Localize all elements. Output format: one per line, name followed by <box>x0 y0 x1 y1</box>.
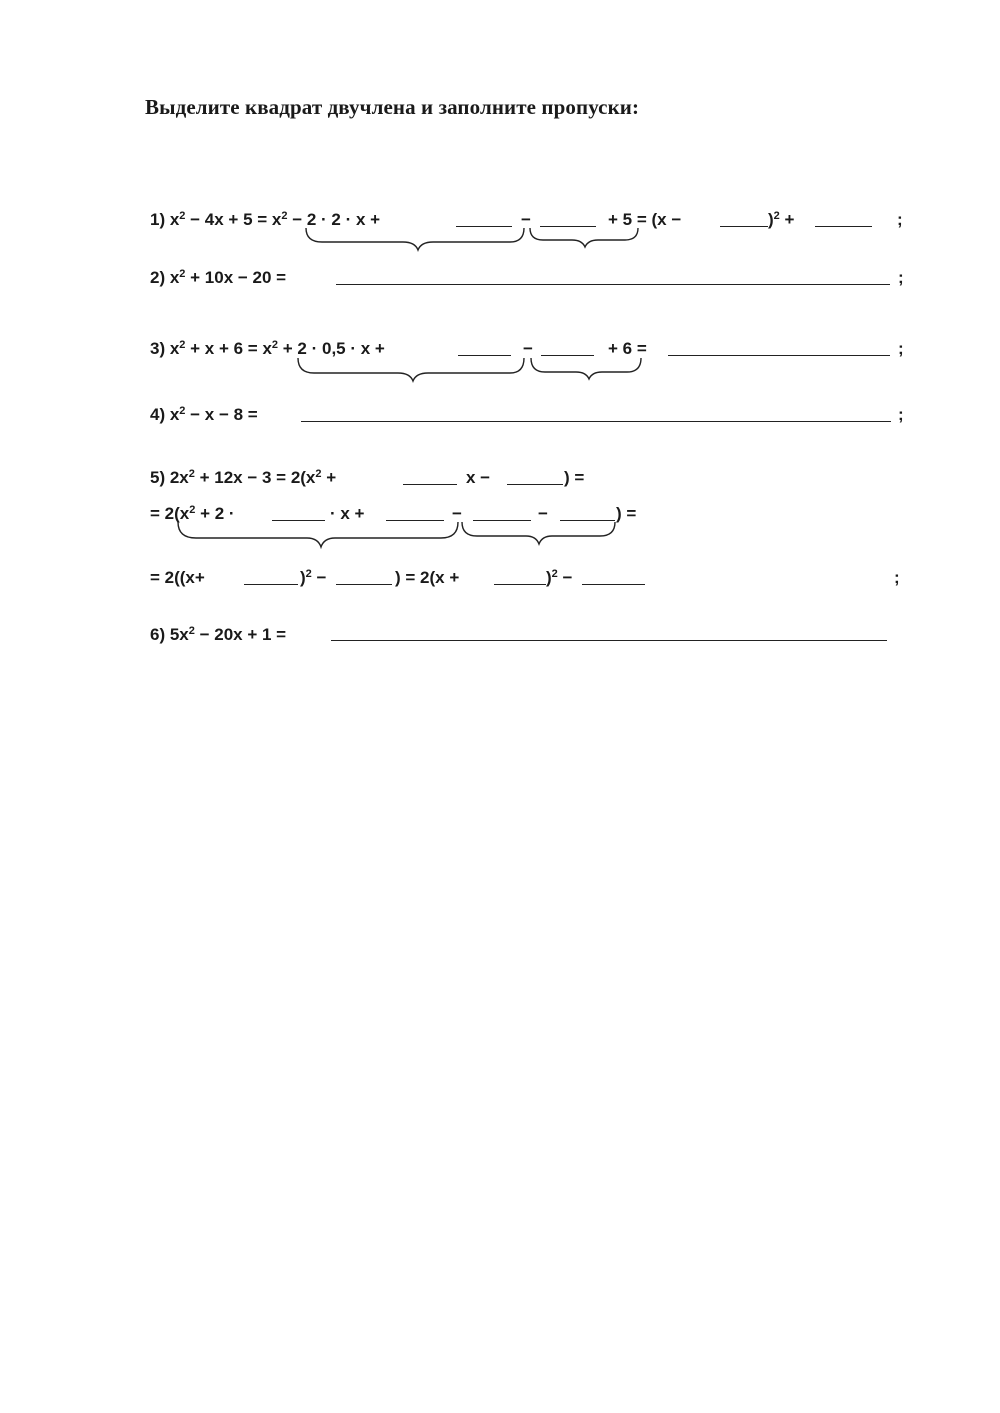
problem-1-lhs: 1) $x^2 - 4x + 5 = x^2 - 2 \cdot 2 \cdot x$ + <box>150 210 381 229</box>
p1-blank-3[interactable] <box>720 226 768 227</box>
problem-5-x-minus: x − <box>466 468 491 487</box>
problem-6-lhs: 6) $5x^2 - 20x + 1$ = <box>150 625 287 644</box>
problem-5-close-1: ) = <box>564 468 585 487</box>
problem-5-line-3-mid: ) = 2(x + <box>395 568 460 587</box>
problem-5-line-2-x: · x + <box>330 504 365 523</box>
problem-5-lhs: 5) $2x^2 + 12x - 3 = 2(x^2$ + <box>150 468 337 487</box>
problem-5-line-3-sq-1: )$^2$ − <box>300 568 327 587</box>
p5-blank-1[interactable] <box>403 484 457 485</box>
p3-blank-1[interactable] <box>458 355 511 356</box>
problem-3-minus: − <box>523 339 533 358</box>
p2-answer-line[interactable] <box>336 284 890 285</box>
problem-1-mid: + 5 = (x − <box>608 210 682 229</box>
underbrace-p5-rest <box>462 522 615 544</box>
problem-5-line-3-sq-2: )$^2$ − <box>546 568 573 587</box>
underbrace-p1-rest <box>530 228 638 247</box>
problem-5-line-3-start: = 2((x+ <box>150 568 205 587</box>
p5-blank-7[interactable] <box>244 584 298 585</box>
problem-3-mid: + 6 = <box>608 339 647 358</box>
problem-5-line-2-minus-2: − <box>538 504 548 523</box>
p2-semicolon: ; <box>898 268 904 287</box>
p5-blank-10[interactable] <box>582 584 645 585</box>
p5-blank-4[interactable] <box>386 520 444 521</box>
p1-blank-2[interactable] <box>540 226 596 227</box>
p1-blank-1[interactable] <box>456 226 512 227</box>
worksheet-title: Выделите квадрат двучлена и заполните пропуски: <box>145 95 640 119</box>
p5-blank-2[interactable] <box>507 484 563 485</box>
p5-blank-6[interactable] <box>560 520 615 521</box>
problem-5-close-2: ) = <box>616 504 637 523</box>
p5-blank-3[interactable] <box>272 520 325 521</box>
underbrace-p3-square <box>298 358 524 381</box>
p4-semicolon: ; <box>898 405 904 424</box>
problem-1-close: )$^2$ + <box>768 210 795 229</box>
p3-blank-2[interactable] <box>541 355 594 356</box>
p5-blank-5[interactable] <box>473 520 531 521</box>
problem-3-lhs: 3) $x^2 + x + 6 = x^2 + 2 \cdot 0,5 \cdot x$ + <box>150 339 385 358</box>
underbrace-p1-square <box>306 228 524 250</box>
p5-semicolon: ; <box>894 568 900 587</box>
p6-answer-line[interactable] <box>331 640 887 641</box>
underbrace-p3-rest <box>531 358 641 379</box>
problem-5-line-2-minus-1: − <box>452 504 462 523</box>
p5-blank-8[interactable] <box>336 584 392 585</box>
p5-blank-9[interactable] <box>494 584 546 585</box>
p3-semicolon: ; <box>898 339 904 358</box>
p1-semicolon: ; <box>897 210 903 229</box>
problem-5-line-2-start: = $2(x^2 + 2$ · <box>150 504 235 523</box>
problem-1-minus: − <box>521 210 531 229</box>
p4-answer-line[interactable] <box>301 421 891 422</box>
p3-answer-line[interactable] <box>668 355 890 356</box>
p1-blank-4[interactable] <box>815 226 872 227</box>
underbrace-p5-square <box>178 522 458 547</box>
problem-4-lhs: 4) $x^2 - x - 8$ = <box>150 405 258 424</box>
problem-2-lhs: 2) $x^2 + 10x - 20$ = <box>150 268 287 287</box>
